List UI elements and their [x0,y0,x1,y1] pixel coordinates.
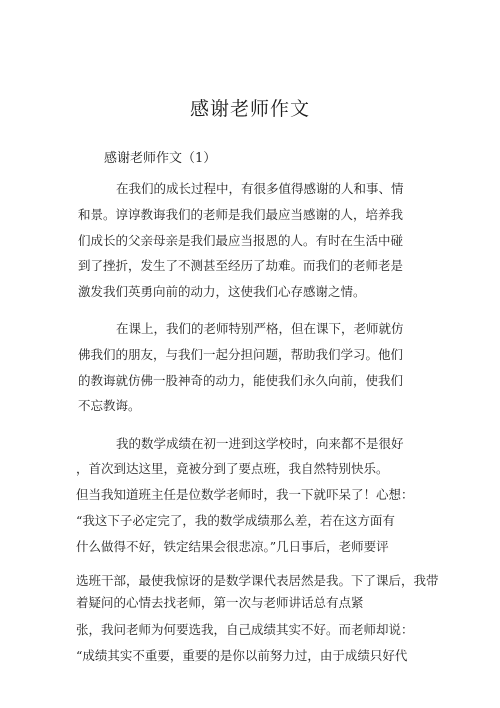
paragraph-1-line-4: 到了挫折，发生了不测甚至经历了劫难。而我们的老师老是 [78,258,404,273]
paragraph-1-line-5: 激发我们英勇向前的动力，这使我们心存感谢之情。 [78,284,366,299]
paragraph-3-line-9: “成绩其实不重要，重要的是你以前努力过，由于成绩只好代 [76,648,408,663]
document-subtitle: 感谢老师作文（1） [104,151,217,166]
paragraph-3-line-4: “我这下子必定完了，我的数学成绩那么差，若在这方面有 [76,513,395,528]
document-title: 感谢老师作文 [189,98,310,120]
paragraph-2-line-4: 不忘教诲。 [78,398,141,413]
paragraph-2-line-2: 佛我们的朋友，与我们一起分担问题，帮助我们学习。他们 [78,347,404,362]
paragraph-3-line-3: 但当我知道班主任是位数学老师时，我一下就吓呆了！心想： [76,487,414,502]
paragraph-3-line-7: 着疑问的心情去找老师，第一次与老师讲话总有点紧 [76,595,364,610]
paragraph-1-line-1: 在我们的成长过程中，有很多值得感谢的人和事、情 [116,181,404,196]
paragraph-3-line-5: 什么做得不好，铁定结果会很悲凉。”几日事后，老师要评 [76,539,389,554]
paragraph-1-line-2: 和景。谆谆教诲我们的老师是我们最应当感谢的人，培养我 [78,207,404,222]
paragraph-3-line-2: ，首次到达这里，竟被分到了要点班，我自然特别快乐。 [76,461,389,476]
paragraph-3-line-8: 张，我问老师为何要选我，自己成绩其实不好。而老师却说： [76,622,414,637]
paragraph-2-line-1: 在课上，我们的老师特别严格，但在课下，老师就仿 [116,321,404,336]
paragraph-3-line-6: 选班干部，最使我惊讶的是数学课代表居然是我。下了课后，我带 [76,573,439,588]
paragraph-1-line-3: 们成长的父亲母亲是我们最应当报恩的人。有时在生活中碰 [78,233,404,248]
paragraph-3-line-1: 我的数学成绩在初一进到这学校时，向来都不是很好 [116,436,404,451]
paragraph-2-line-3: 的教诲就仿佛一股神奇的动力，能使我们永久向前，使我们 [78,373,404,388]
